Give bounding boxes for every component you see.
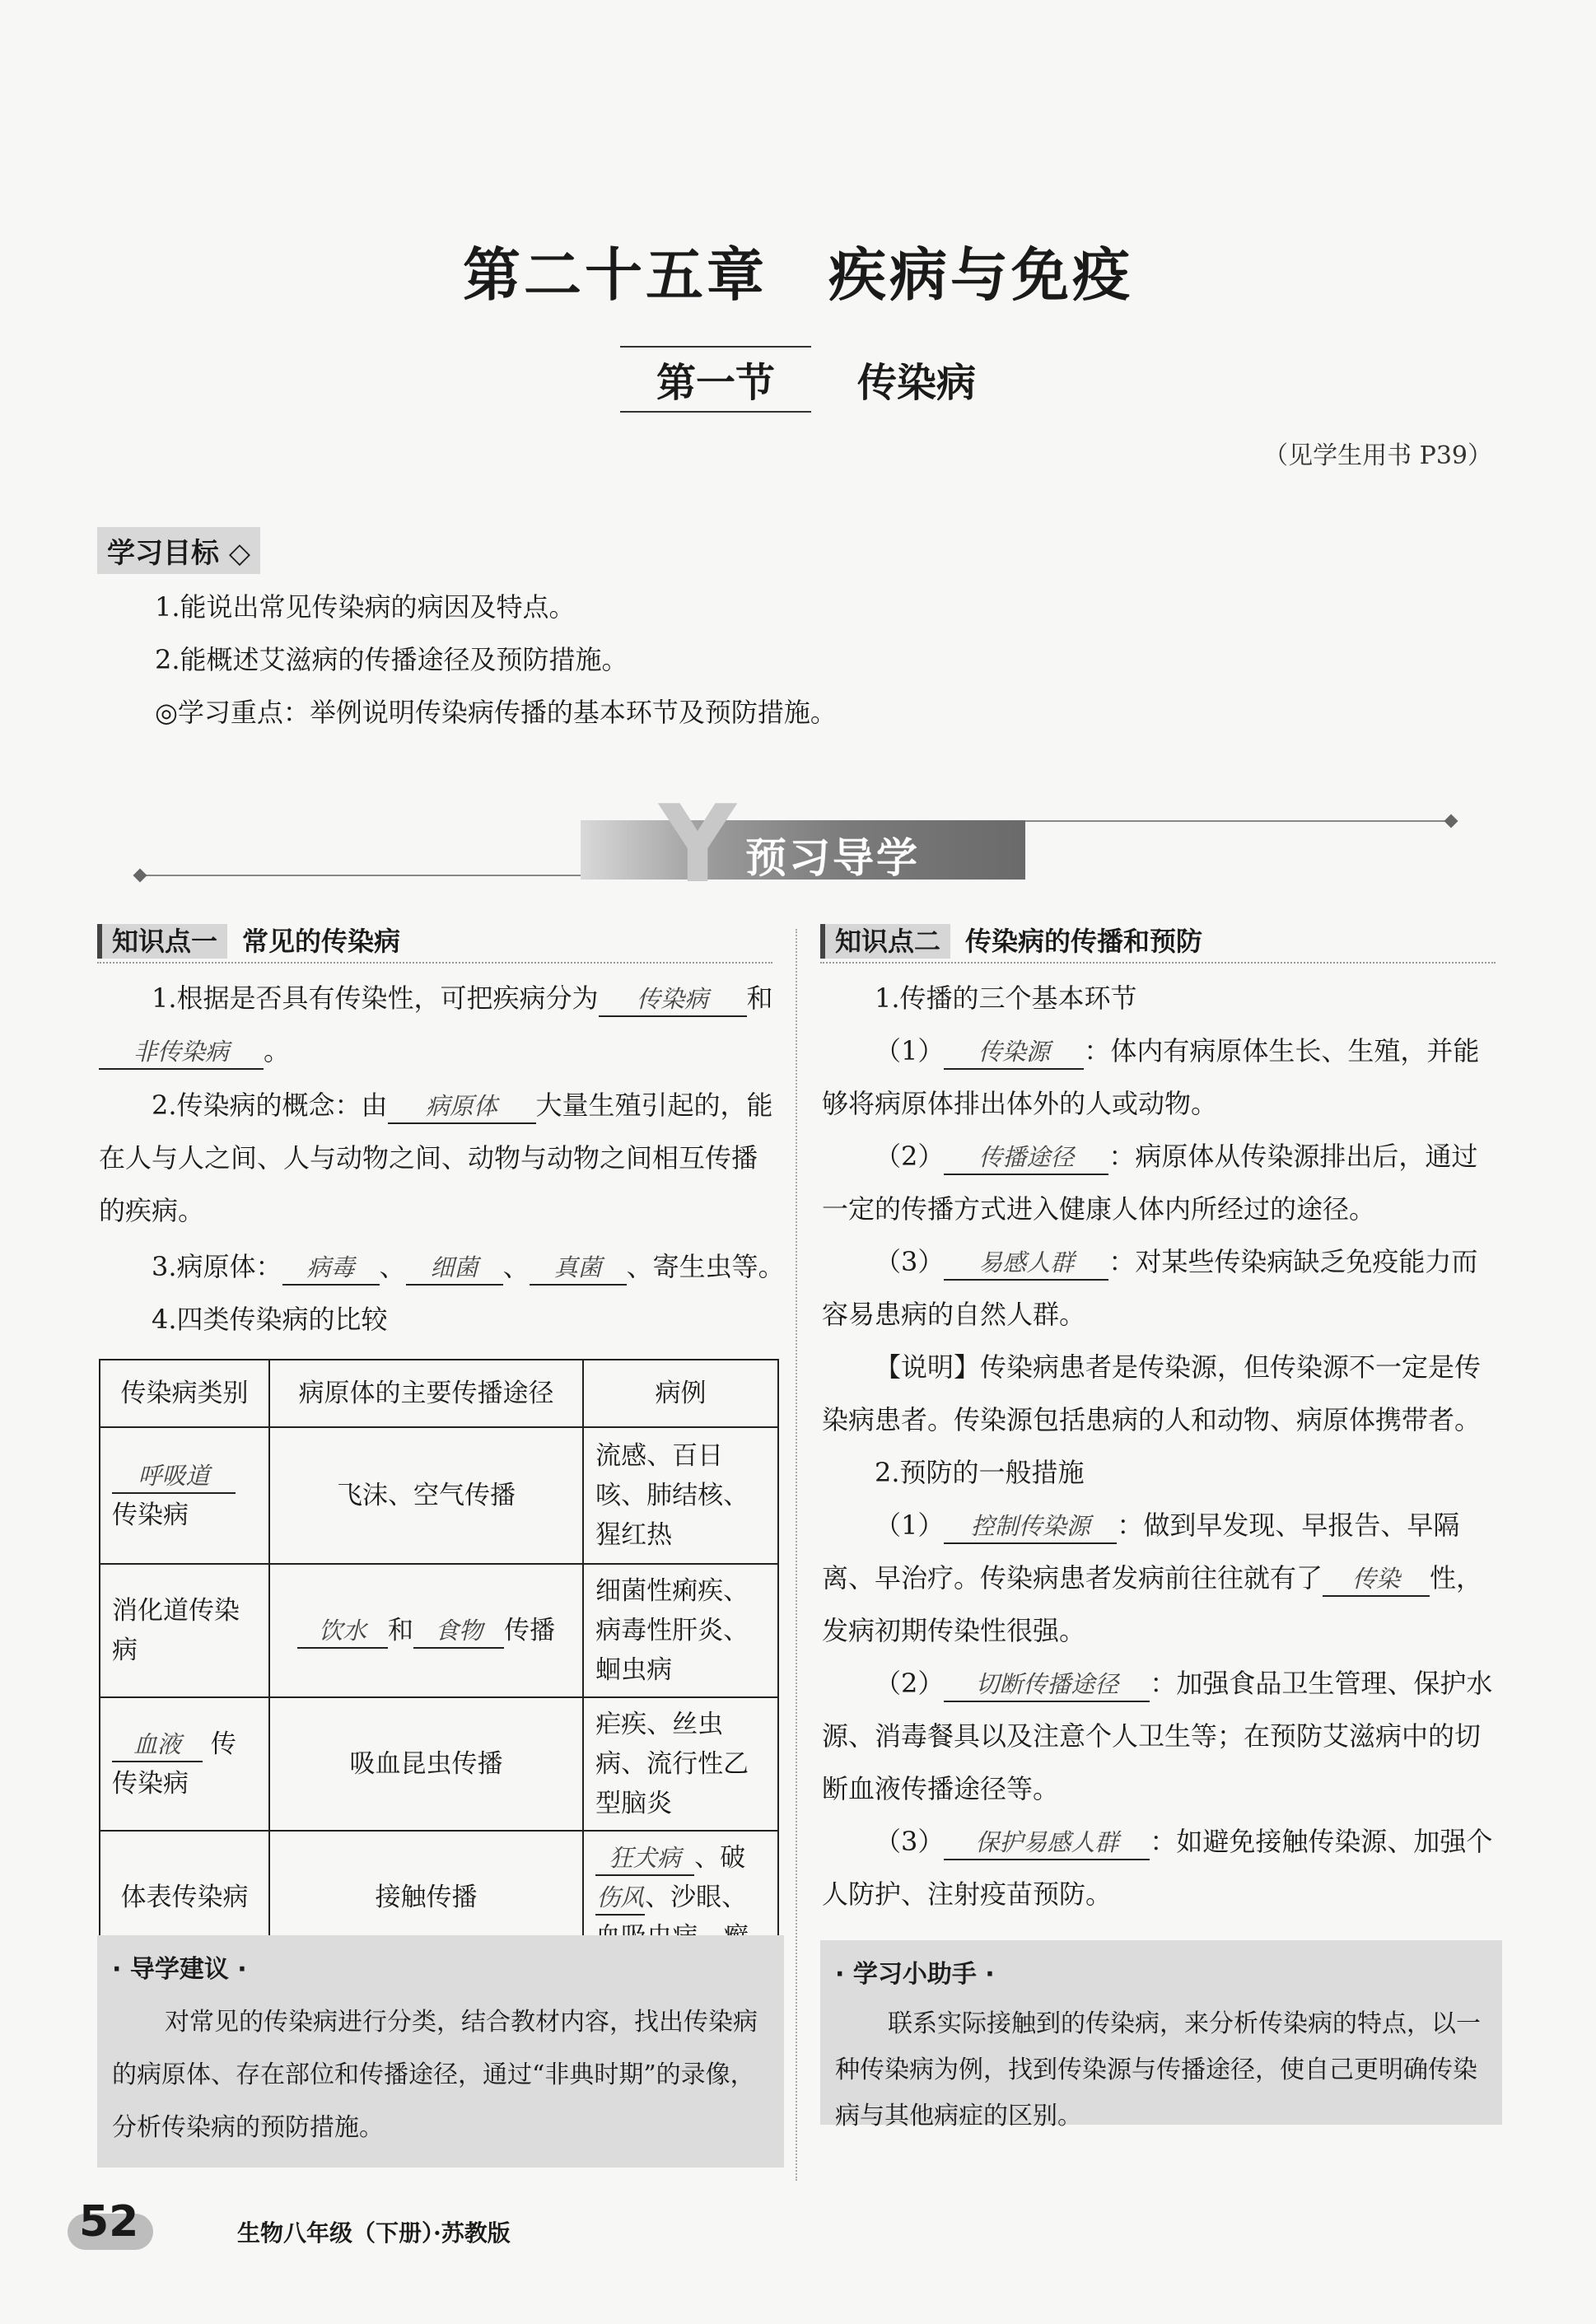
item-text: ：加强食品卫生管理、保护水源、消毒餐具以及注意个人卫生等；在预防艾滋病中的切断血液传播途径等。 bbox=[822, 1668, 1493, 1804]
banner-title: 预习导学 bbox=[745, 834, 920, 882]
section-name: 传染病 bbox=[857, 360, 977, 406]
item-number: （3） bbox=[875, 1826, 945, 1857]
answer-blank: 传染源 bbox=[944, 1035, 1084, 1070]
item-text: ：病原体从传染源排出后，通过一定的传播方式进入健康人体内所经过的途径。 bbox=[822, 1141, 1478, 1225]
prevention-heading: 2.预防的一般措施 bbox=[875, 1457, 1085, 1488]
table-cell: 细菌性痢疾、病毒性肝炎、蛔虫病 bbox=[583, 1564, 778, 1697]
reference-note: （见学生用书 P39） bbox=[1263, 441, 1492, 470]
answer-blank: 传染病 bbox=[599, 982, 747, 1017]
answer-blank: 非传染病 bbox=[99, 1035, 264, 1070]
objectives-heading-text: 学习目标 bbox=[107, 537, 219, 570]
table-row bbox=[100, 1427, 778, 1564]
study-suggestion-box bbox=[97, 1935, 784, 2168]
answer-blank: 控制传染源 bbox=[944, 1510, 1117, 1544]
q2-text-end: 大量生殖引起的，能在人与人之间、人与动物之间、动物与动物之间相互传播的疾病。 bbox=[99, 1090, 773, 1226]
disease-comparison-table bbox=[99, 1359, 779, 1965]
answer-blank: 伤风 bbox=[595, 1881, 645, 1916]
cell-text: 、破 bbox=[694, 1843, 746, 1873]
banner-rule-left bbox=[140, 875, 585, 876]
page-number: 52 bbox=[79, 2197, 139, 2247]
objective-item: 2.能概述艾滋病的传播途径及预防措施。 bbox=[155, 644, 628, 675]
table-cell: 吸血昆虫传播 bbox=[269, 1697, 583, 1831]
question-1 bbox=[99, 972, 774, 1077]
answer-blank: 细菌 bbox=[406, 1251, 503, 1286]
question-3 bbox=[99, 1240, 791, 1293]
table-header: 病例 bbox=[583, 1360, 778, 1427]
section-number: 第一节 bbox=[620, 346, 811, 413]
tip-heading: · 导学建议 · bbox=[112, 1955, 247, 1984]
kp-title: 传染病的传播和预防 bbox=[965, 926, 1203, 957]
answer-blank: 保护易感人群 bbox=[944, 1826, 1150, 1860]
chapter-title: 第二十五章 疾病与免疫 bbox=[463, 240, 1133, 309]
item-text: ：体内有病原体生长、生殖，并能够将病原体排出体外的人或动物。 bbox=[822, 1035, 1480, 1119]
q1-text: 1.根据是否具有传染性，可把疾病分为 bbox=[152, 982, 599, 1014]
q3-sep: 、 bbox=[379, 1251, 406, 1282]
prevention-item bbox=[822, 1657, 1499, 1815]
table-cell: 流感、百日咳、肺结核、猩红热 bbox=[583, 1427, 778, 1564]
answer-blank: 饮水 bbox=[297, 1614, 388, 1649]
study-helper-box bbox=[820, 1940, 1502, 2130]
banner-dot-right bbox=[1444, 814, 1458, 828]
item-number: （1） bbox=[875, 1510, 945, 1541]
explanation-note: 【说明】传染病患者是传染源，但传染源不一定是传染病患者。传染源包括患病的人和动物、病原体携带者。 bbox=[822, 1351, 1482, 1435]
item-text: ：做到早发现、早报告、早隔离、早治疗。传染病患者发病前往往就有了 bbox=[822, 1510, 1460, 1594]
prevention-item bbox=[822, 1815, 1499, 1920]
section-heading bbox=[0, 346, 1596, 413]
transmission-heading: 1.传播的三个基本环节 bbox=[875, 982, 1137, 1014]
question-2 bbox=[99, 1079, 774, 1237]
answer-blank: 血液 bbox=[112, 1728, 203, 1762]
table-header: 病原体的主要传播途径 bbox=[269, 1360, 583, 1427]
objective-item: 1.能说出常见传染病的病因及特点。 bbox=[155, 591, 576, 623]
table-cell: 疟疾、丝虫病、流行性乙型脑炎 bbox=[583, 1697, 778, 1831]
transmission-item bbox=[822, 1024, 1499, 1130]
answer-blank: 食物 bbox=[413, 1614, 504, 1649]
kp-title: 常见的传染病 bbox=[242, 926, 401, 957]
cell-text: 传播 bbox=[504, 1616, 556, 1645]
table-cell: 体表传染病 bbox=[100, 1831, 269, 1964]
item-number: （1） bbox=[875, 1035, 945, 1066]
q3-text: 3.病原体： bbox=[152, 1251, 282, 1282]
answer-blank: 病毒 bbox=[282, 1251, 380, 1286]
answer-blank: 传染 bbox=[1323, 1562, 1430, 1597]
answer-blank: 切断传播途径 bbox=[944, 1668, 1150, 1702]
table-cell: 接触传播 bbox=[269, 1831, 583, 1964]
item-number: （2） bbox=[875, 1668, 945, 1699]
diamond-arrow-icon: ◇ bbox=[228, 537, 250, 570]
item-text: ：对某些传染病缺乏免疫能力而容易患病的自然人群。 bbox=[822, 1246, 1478, 1330]
q1-end: 。 bbox=[264, 1035, 291, 1066]
answer-blank: 真菌 bbox=[530, 1251, 627, 1286]
cell-text: 传染病 bbox=[112, 1769, 189, 1799]
table-cell bbox=[100, 1427, 269, 1564]
answer-blank: 病原体 bbox=[388, 1090, 536, 1124]
table-cell: 飞沫、空气传播 bbox=[269, 1427, 583, 1564]
q2-text: 2.传染病的概念：由 bbox=[152, 1090, 388, 1121]
q3-sep: 、 bbox=[502, 1251, 530, 1282]
table-cell: 血液 传 传染病 bbox=[100, 1697, 269, 1831]
objective-key-point: ◎学习重点：举例说明传染病传播的基本环节及预防措施。 bbox=[155, 697, 837, 728]
transmission-item bbox=[822, 1130, 1499, 1235]
item-number: （3） bbox=[875, 1246, 945, 1277]
q3-text-end: 、寄生虫等。 bbox=[626, 1251, 785, 1282]
tip-text: 对常见的传染病进行分类，结合教材内容，找出传染病的病原体、存在部位和传播途径，通过“非典时期”的录像，分析传染病的预防措施。 bbox=[112, 2008, 758, 2142]
cell-text: 、沙眼、 bbox=[645, 1883, 748, 1912]
q1-and: 和 bbox=[746, 982, 773, 1014]
knowledge-point-2-heading bbox=[820, 921, 1202, 959]
prevention-item bbox=[822, 1499, 1499, 1657]
banner-letter: Y bbox=[659, 782, 737, 907]
kp-divider bbox=[97, 962, 772, 964]
column-divider bbox=[796, 929, 797, 2181]
kp-tag: 知识点一 bbox=[97, 924, 227, 959]
item-text: 性，发病初期传染性很强。 bbox=[822, 1562, 1483, 1646]
table-cell: 消化道传染病 bbox=[100, 1564, 269, 1697]
banner-rule-right bbox=[1025, 820, 1454, 822]
table-row bbox=[100, 1564, 778, 1697]
tip-heading: · 学习小助手 · bbox=[835, 1960, 995, 1989]
table-cell bbox=[269, 1564, 583, 1697]
tip-text: 联系实际接触到的传染病，来分析传染病的特点，以一种传染病为例，找到传染源与传播途径，使自己更明确传染病与其他病症的区别。 bbox=[835, 2009, 1481, 2130]
table-row bbox=[100, 1697, 778, 1831]
answer-blank: 呼吸道 bbox=[112, 1459, 236, 1494]
banner-dot-left bbox=[133, 869, 147, 883]
item-text: ：如避免接触传染源、加强个人防护、注射疫苗预防。 bbox=[822, 1826, 1493, 1910]
answer-blank: 传播途径 bbox=[944, 1141, 1108, 1175]
table-header: 传染病类别 bbox=[100, 1360, 269, 1427]
answer-blank: 狂犬病 bbox=[595, 1841, 694, 1876]
item-number: （2） bbox=[875, 1141, 945, 1172]
knowledge-point-1-heading bbox=[97, 921, 400, 959]
cell-text: 传染病 bbox=[112, 1500, 189, 1530]
right-content bbox=[822, 972, 1499, 1920]
kp-divider bbox=[820, 962, 1496, 964]
book-title: 生物八年级（下册）·苏教版 bbox=[237, 2219, 511, 2247]
cell-text: 和 bbox=[388, 1616, 414, 1645]
kp-tag: 知识点二 bbox=[820, 924, 950, 959]
answer-blank: 易感人群 bbox=[944, 1246, 1108, 1281]
question-4: 4.四类传染病的比较 bbox=[152, 1304, 388, 1335]
objectives-heading bbox=[97, 527, 260, 574]
table-header-row bbox=[100, 1360, 778, 1427]
transmission-item bbox=[822, 1235, 1499, 1341]
